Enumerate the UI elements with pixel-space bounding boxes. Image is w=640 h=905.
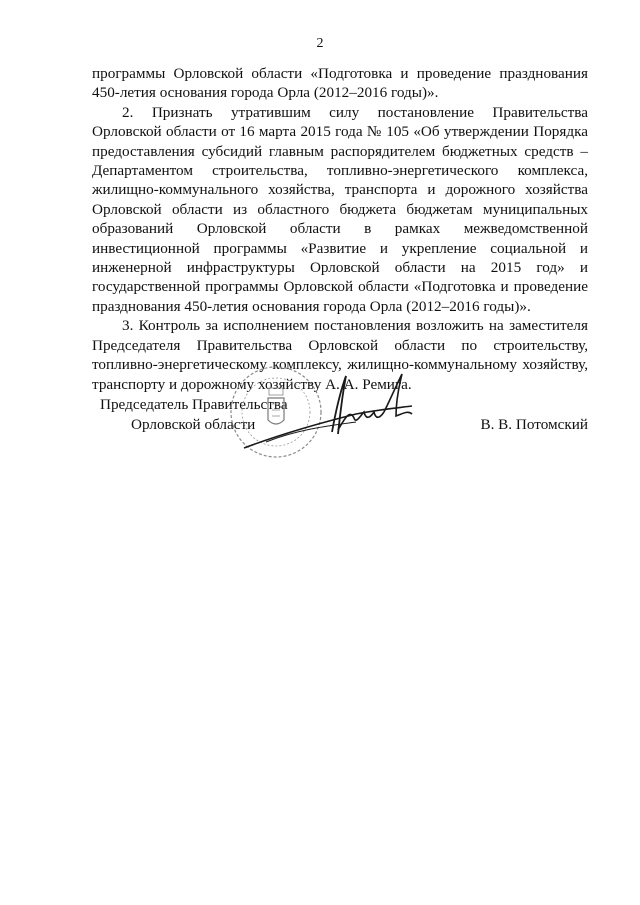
page-number: 2	[316, 36, 324, 51]
paragraph-item-2: 2. Признать утратившим силу постановление Правительства Орловской области от 16 марта 2015 года № 105 «Об утверждении Порядка предоставления субсидий главным распорядителем бюджетных средств – Департаментом строительства, топливно-энергетического комплекса, жилищно-коммунального хозяйства, транспорта и дорожного хозяйства Орловской области из областного бюджета бюджетам муниципальных образований Орловской области в рамках межведомственной инвестиционной программы «Развитие и укрепление социальной и инженерной инфраструктуры Орловской области на 2015 год» и государственной программы Орловской области «Подготовка и проведение празднования 450-летия основания города Орла (2012–2016 годы)».	[92, 103, 588, 315]
document-body	[92, 64, 588, 394]
signature-block	[0, 392, 640, 482]
paragraph-item-3: 3. Контроль за исполнением постановления возложить на заместителя Председателя Правительства Орловской области по строительству, топливно-энергетическому комплексу, жилищно-коммунальному хозяйству, транспорту и дорожному хозяйству А. А. Ремига.	[92, 317, 588, 393]
signatory-title-line1: Председатель Правительства	[100, 396, 288, 413]
signatory-title-line2: Орловской области	[131, 416, 256, 433]
signatory-name: В. В. Потомский	[480, 416, 588, 433]
paragraph-continuation: программы Орловской области «Подготовка и проведение празднования 450-летия основания города Орла (2012–2016 годы)».	[92, 65, 588, 102]
handwritten-signature-icon	[236, 370, 416, 470]
